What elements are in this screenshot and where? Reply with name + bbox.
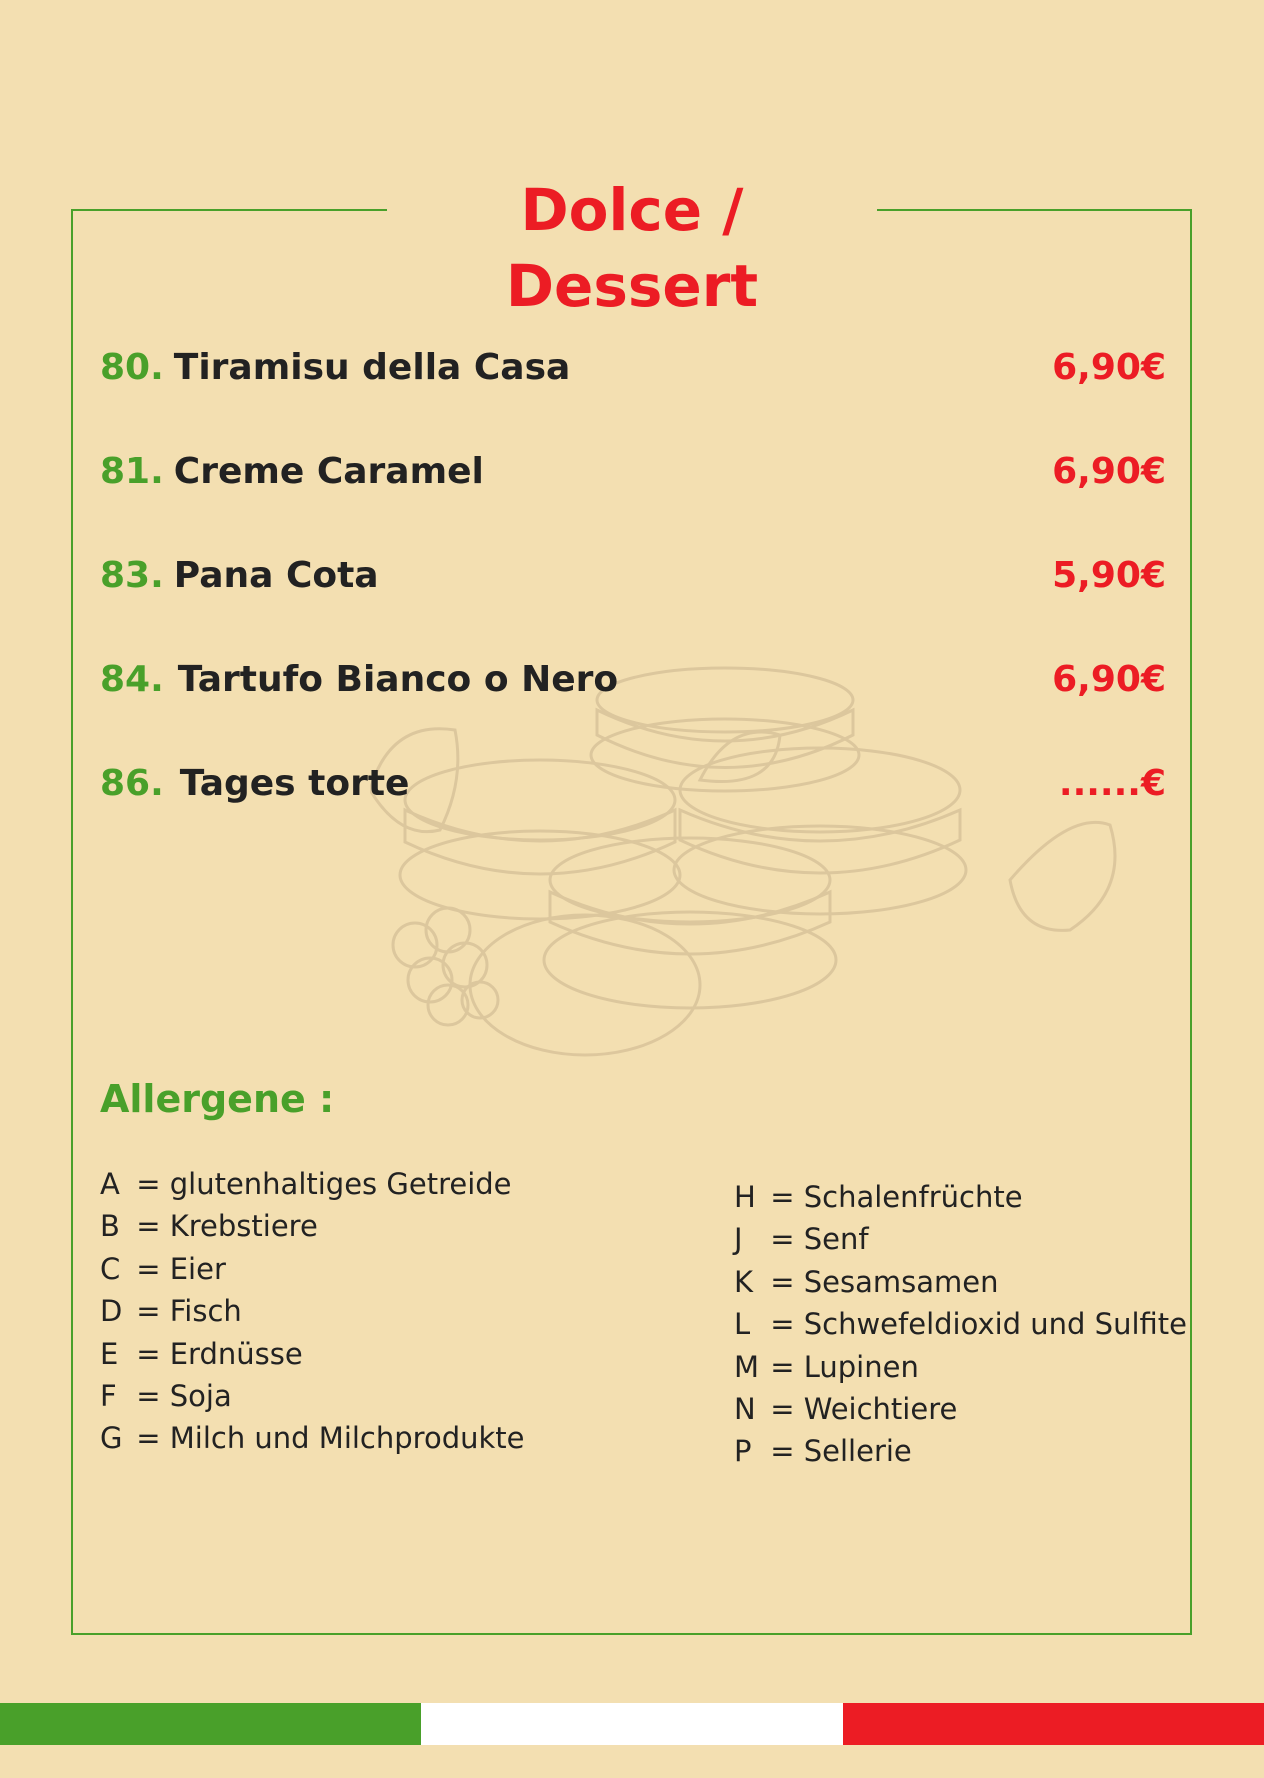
allergen-code: M bbox=[734, 1349, 760, 1384]
flag-white-stripe bbox=[421, 1703, 842, 1745]
allergen-list-left bbox=[100, 1163, 525, 1460]
dessert-menu bbox=[100, 344, 1166, 864]
allergen-item bbox=[734, 1430, 1187, 1472]
item-name: Tartufo Bianco o Nero bbox=[177, 659, 619, 700]
menu-item bbox=[100, 448, 1166, 552]
allergen-code: K bbox=[734, 1264, 754, 1299]
allergen-code: A bbox=[100, 1167, 120, 1201]
allergen-text: = Lupinen bbox=[770, 1349, 919, 1384]
allergen-text: = Schalenfrüchte bbox=[770, 1180, 1023, 1214]
allergen-text: = Krebstiere bbox=[136, 1209, 318, 1244]
allergen-code: G bbox=[100, 1421, 123, 1456]
item-name: Tiramisu della Casa bbox=[173, 347, 571, 388]
item-price: 6,90€ bbox=[1052, 451, 1166, 492]
flag-green-stripe bbox=[0, 1703, 421, 1745]
menu-item bbox=[100, 760, 1166, 864]
menu-item bbox=[100, 552, 1166, 656]
allergen-item bbox=[734, 1346, 1187, 1388]
allergen-code: E bbox=[100, 1336, 119, 1371]
allergen-code: L bbox=[734, 1307, 751, 1342]
item-name: Tages torte bbox=[179, 763, 410, 804]
allergen-text: = Eier bbox=[136, 1251, 226, 1286]
allergen-item bbox=[100, 1290, 525, 1332]
item-number: 86. bbox=[100, 763, 164, 804]
allergen-list-right bbox=[734, 1176, 1187, 1473]
allergen-text: = Sesamsamen bbox=[770, 1264, 999, 1299]
allergen-item bbox=[100, 1205, 525, 1247]
allergen-item bbox=[100, 1248, 525, 1290]
allergen-code: D bbox=[100, 1294, 123, 1329]
allergen-text: = Fisch bbox=[136, 1294, 242, 1329]
allergen-code: B bbox=[100, 1209, 120, 1244]
item-name: Creme Caramel bbox=[173, 451, 484, 492]
allergen-item bbox=[734, 1261, 1187, 1303]
allergen-text: = Erdnüsse bbox=[136, 1336, 303, 1371]
allergen-text: = glutenhaltiges Getreide bbox=[136, 1167, 512, 1201]
item-price: 5,90€ bbox=[1052, 555, 1166, 596]
item-number: 80. bbox=[100, 347, 164, 388]
allergen-text: = Senf bbox=[770, 1222, 869, 1257]
allergen-item bbox=[734, 1388, 1187, 1430]
allergen-item bbox=[734, 1303, 1187, 1345]
allergen-item bbox=[100, 1417, 525, 1459]
item-price: 6,90€ bbox=[1052, 347, 1166, 388]
allergen-code: J bbox=[734, 1222, 743, 1257]
allergen-item bbox=[100, 1375, 525, 1417]
allergen-code: H bbox=[734, 1180, 756, 1214]
allergen-title: Allergene : bbox=[100, 1077, 335, 1121]
allergen-item bbox=[734, 1218, 1187, 1260]
allergen-code: N bbox=[734, 1392, 756, 1427]
allergen-text: = Weichtiere bbox=[770, 1392, 958, 1427]
item-name: Pana Cota bbox=[173, 555, 379, 596]
allergen-text: = Sellerie bbox=[770, 1434, 912, 1469]
allergen-code: F bbox=[100, 1379, 117, 1414]
item-price: 6,90€ bbox=[1052, 659, 1166, 700]
allergen-text: = Milch und Milchprodukte bbox=[136, 1421, 525, 1456]
page-title: Dolce / Dessert bbox=[387, 172, 877, 324]
item-number: 84. bbox=[100, 659, 164, 700]
allergen-text: = Schwefeldioxid und Sulfite bbox=[770, 1307, 1188, 1342]
menu-item bbox=[100, 656, 1166, 760]
menu-item bbox=[100, 344, 1166, 448]
item-price: ......€ bbox=[1058, 763, 1166, 804]
item-number: 83. bbox=[100, 555, 164, 596]
allergen-text: = Soja bbox=[136, 1379, 232, 1414]
flag-red-stripe bbox=[843, 1703, 1264, 1745]
italian-flag-stripe bbox=[0, 1703, 1264, 1745]
item-number: 81. bbox=[100, 451, 164, 492]
allergen-item bbox=[100, 1333, 525, 1375]
allergen-code: C bbox=[100, 1251, 121, 1286]
allergen-code: P bbox=[734, 1434, 752, 1469]
allergen-item bbox=[734, 1176, 1187, 1218]
allergen-item bbox=[100, 1163, 525, 1205]
